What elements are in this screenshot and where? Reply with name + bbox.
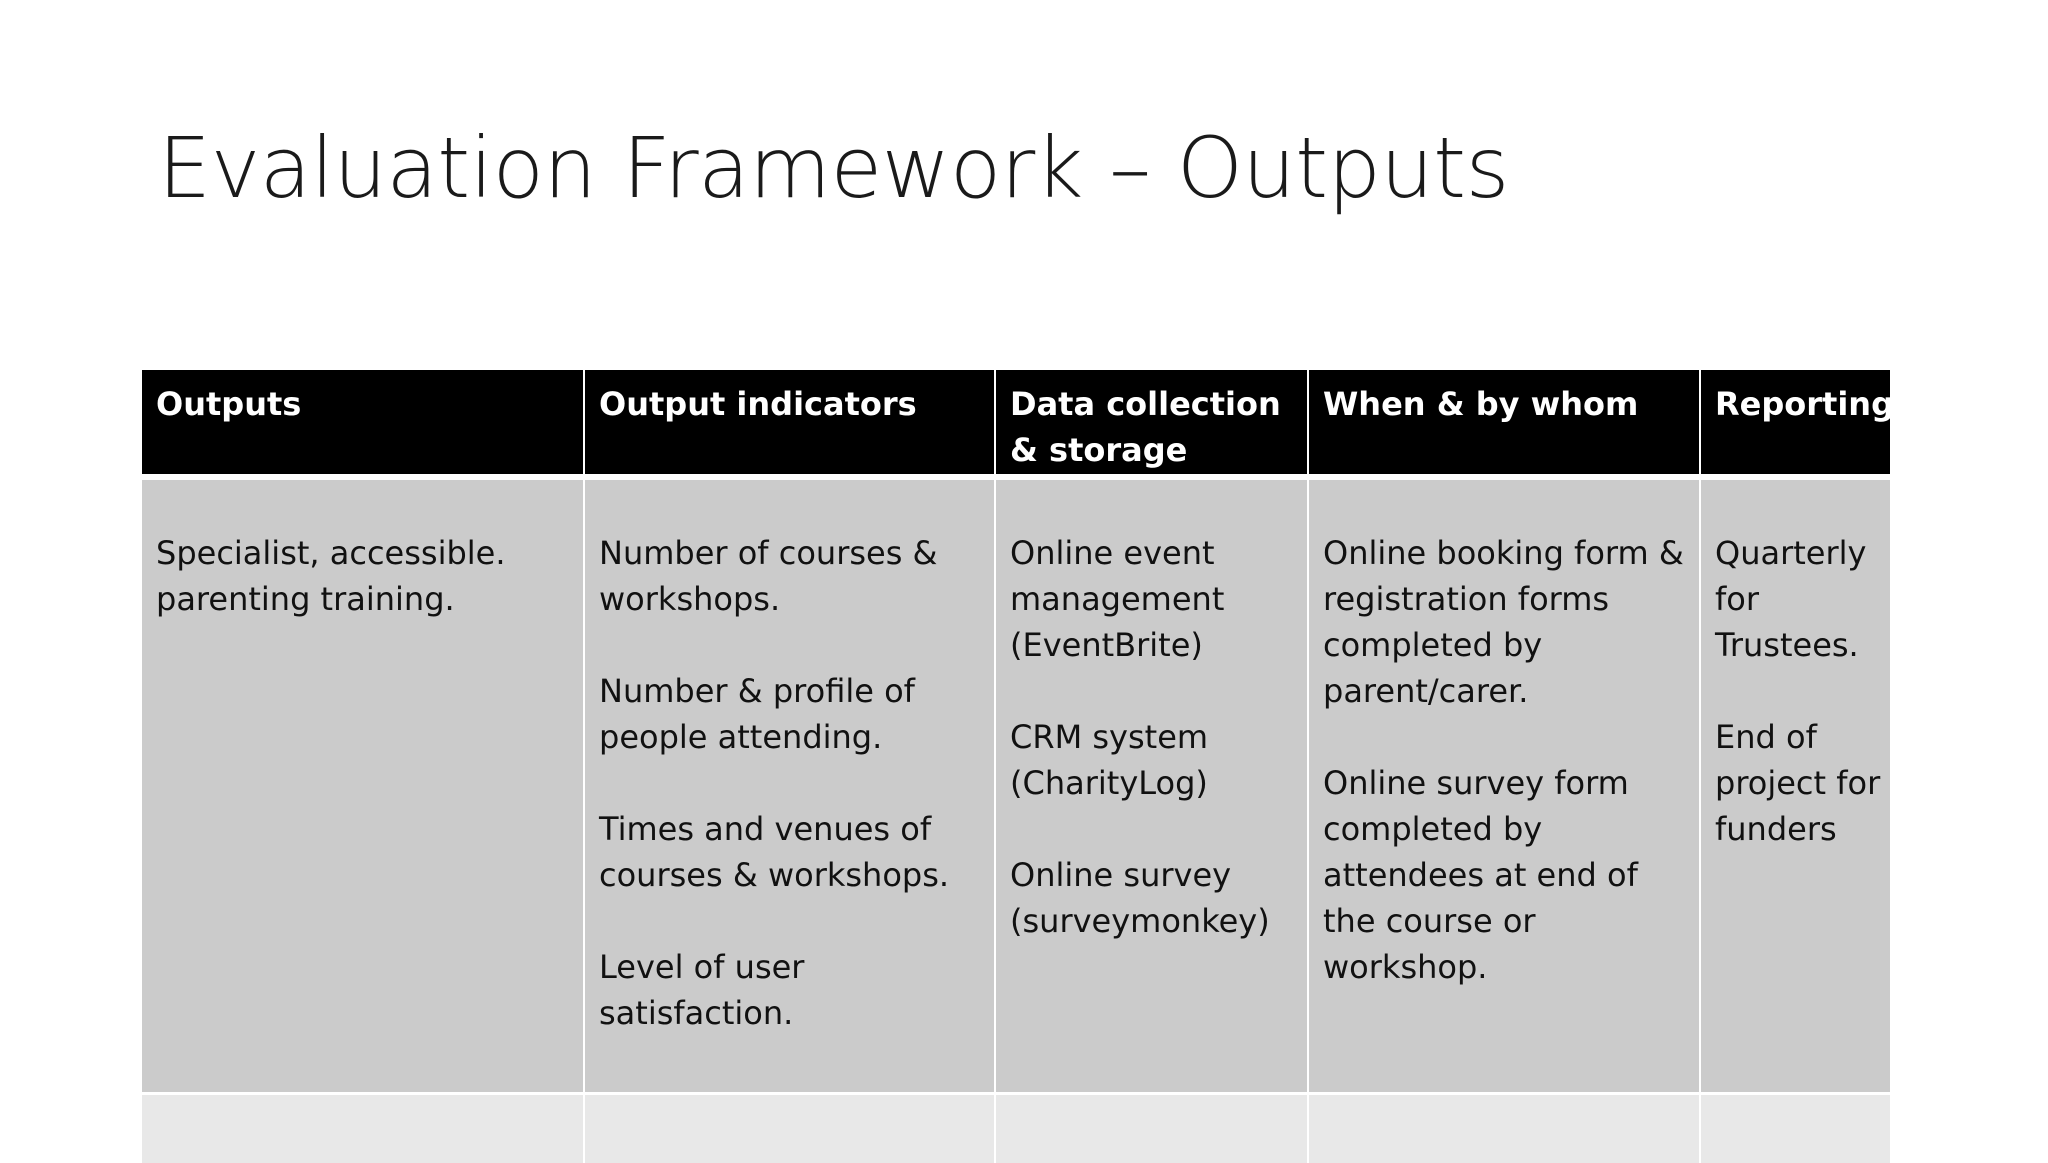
cell-outputs — [142, 477, 584, 1093]
cell-text: Online booking form & registration forms completed by parent/carer. — [1323, 534, 1684, 710]
cell-text: Online survey (surveymonkey) — [1010, 856, 1270, 940]
cell-text: Times and venues of courses & workshops. — [599, 810, 950, 894]
cell-text: Online event management (EventBrite) — [1010, 534, 1225, 664]
column-header-when-by-whom: When & by whom — [1308, 370, 1700, 477]
empty-cell — [584, 1093, 995, 1163]
cell-text: Level of user satisfaction. — [599, 948, 805, 1032]
cell-text: Number of courses & workshops. — [599, 534, 938, 618]
cell-text: Online survey form completed by attendees at end of the course or workshop. — [1323, 764, 1638, 986]
cell-reporting — [1700, 477, 1890, 1093]
cell-output-indicators — [584, 477, 995, 1093]
evaluation-framework-table — [142, 370, 1894, 1163]
empty-cell — [1308, 1093, 1700, 1163]
cell-text: Number & profile of people attending. — [599, 672, 915, 756]
cell-text: End of project for funders — [1715, 718, 1881, 848]
table-row — [142, 477, 1890, 1093]
cell-text: Quarterly for Trustees. — [1715, 534, 1867, 664]
cell-when-by-whom — [1308, 477, 1700, 1093]
empty-cell — [142, 1093, 584, 1163]
cell-text: Specialist, accessible. parenting training. — [156, 534, 506, 618]
cell-data-collection — [995, 477, 1308, 1093]
column-header-outputs: Outputs — [142, 370, 584, 477]
column-header-data-collection: Data collection & storage — [995, 370, 1308, 477]
column-header-output-indicators: Output indicators — [584, 370, 995, 477]
empty-cell — [1700, 1093, 1890, 1163]
table-header-row — [142, 370, 1890, 477]
cell-text: CRM system (CharityLog) — [1010, 718, 1209, 802]
table-row-empty — [142, 1093, 1890, 1163]
slide-title: Evaluation Framework – Outputs — [158, 119, 1509, 217]
column-header-reporting: Reporting — [1700, 370, 1890, 477]
empty-cell — [995, 1093, 1308, 1163]
